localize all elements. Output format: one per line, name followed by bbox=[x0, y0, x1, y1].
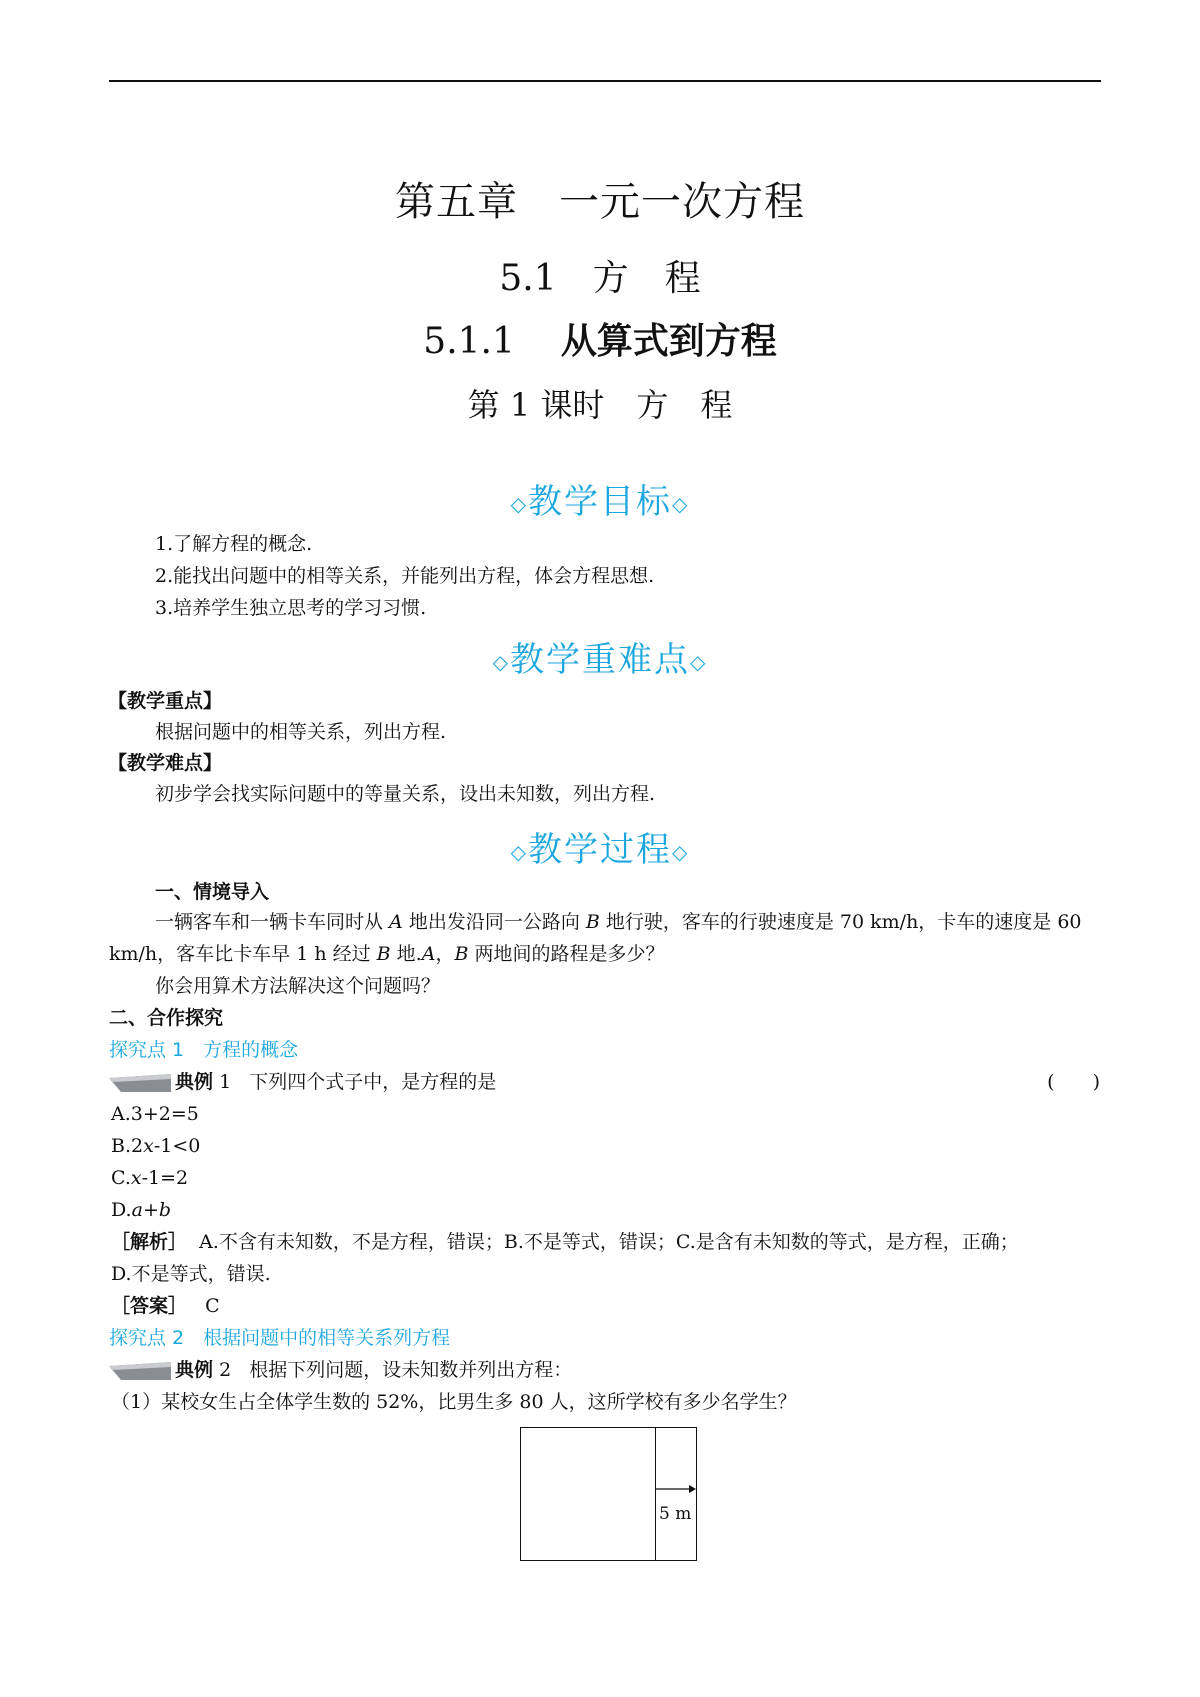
answer-label: ［答案］ bbox=[111, 1295, 188, 1317]
option-b-post: -1<0 bbox=[153, 1135, 201, 1157]
difficulty-label: 【教学难点】 bbox=[108, 752, 223, 774]
intro-paragraph bbox=[109, 906, 1101, 970]
option-d-var2: b bbox=[158, 1199, 172, 1221]
answer bbox=[111, 1290, 220, 1322]
var-a: A bbox=[389, 911, 403, 933]
answer-text: C bbox=[205, 1295, 220, 1317]
part2-title: 二、合作探究 bbox=[109, 1007, 224, 1029]
option-b-var: x bbox=[143, 1135, 154, 1157]
keypoints-heading-text: 教学重难点 bbox=[510, 640, 690, 680]
intro-text-d: 地. bbox=[390, 943, 422, 965]
objectives-heading-text: 教学目标 bbox=[528, 482, 672, 522]
intro-text-e: ， bbox=[435, 943, 455, 965]
diamond-icon: ◇ bbox=[510, 492, 528, 516]
option-c-post: -1=2 bbox=[141, 1167, 189, 1189]
example1-text: 下列四个式子中，是方程的是 bbox=[249, 1071, 497, 1093]
lesson-title: 第 1 课时 方 程 bbox=[467, 386, 733, 424]
var-a: A bbox=[421, 943, 436, 965]
process-heading bbox=[0, 822, 1200, 871]
objective-item-3: 3.培养学生独立思考的学习习惯. bbox=[155, 597, 427, 619]
example2-text: 根据下列问题，设未知数并列出方程： bbox=[249, 1359, 573, 1381]
objective-item-1: 1.了解方程的概念. bbox=[155, 533, 313, 555]
example-tab-icon bbox=[109, 1072, 171, 1094]
option-b bbox=[111, 1130, 200, 1162]
diamond-icon: ◇ bbox=[510, 840, 528, 864]
top-rule bbox=[109, 80, 1101, 82]
intro-text-a: 一辆客车和一辆卡车同时从 bbox=[155, 911, 390, 933]
subsection-name: 从算式到方程 bbox=[560, 321, 777, 362]
option-c-var: x bbox=[130, 1167, 142, 1189]
option-c bbox=[111, 1162, 188, 1194]
point2-title: 探究点 2 根据问题中的相等关系列方程 bbox=[109, 1327, 451, 1349]
option-d-var1: a bbox=[131, 1199, 143, 1221]
question-1: （1）某校女生占全体学生数的 52%，比男生多 80 人，这所学校有多少名学生？ bbox=[111, 1391, 797, 1413]
diamond-icon: ◇ bbox=[672, 492, 690, 516]
option-d-mid: + bbox=[142, 1199, 159, 1221]
analysis-cont: D.不是等式，错误. bbox=[111, 1263, 271, 1285]
option-d bbox=[111, 1194, 171, 1226]
var-b: B bbox=[454, 943, 469, 965]
focus-text: 根据问题中的相等关系，列出方程. bbox=[155, 721, 447, 743]
part1-title: 一、情境导入 bbox=[155, 881, 270, 903]
section-title: 5.1 方 程 bbox=[499, 258, 701, 299]
option-c-pre: C. bbox=[111, 1167, 131, 1189]
point1-title: 探究点 1 方程的概念 bbox=[109, 1039, 299, 1061]
figure-label: 5 m bbox=[659, 1504, 692, 1524]
option-b-pre: B.2 bbox=[111, 1135, 144, 1157]
difficulty-text: 初步学会找实际问题中的等量关系，设出未知数，列出方程. bbox=[155, 783, 656, 805]
intro-text-b: 地出发沿同一公路向 bbox=[402, 911, 586, 933]
example1 bbox=[109, 1066, 496, 1098]
example2-label: 典例 bbox=[175, 1359, 214, 1381]
subsection-number: 5.1.1 bbox=[423, 321, 515, 362]
figure-square bbox=[520, 1427, 697, 1561]
analysis-label: ［解析］ bbox=[111, 1231, 188, 1253]
intro-text-c: 地行驶，客车的行驶速度是 70 km/h，卡车的速度是 60 km/h，客车比卡车早 1 h 经过 bbox=[109, 911, 1082, 965]
process-heading-text: 教学过程 bbox=[528, 830, 672, 870]
example1-label: 典例 bbox=[175, 1071, 214, 1093]
example1-number: 1 bbox=[219, 1071, 232, 1093]
option-a: A.3+2=5 bbox=[111, 1103, 199, 1125]
var-b: B bbox=[585, 911, 600, 933]
focus-label: 【教学重点】 bbox=[108, 690, 223, 712]
example2 bbox=[109, 1354, 572, 1386]
arrow-right-icon bbox=[655, 1482, 697, 1496]
objective-item-2: 2.能找出问题中的相等关系，并能列出方程，体会方程思想. bbox=[155, 565, 655, 587]
diamond-icon: ◇ bbox=[492, 650, 510, 674]
keypoints-heading bbox=[0, 632, 1200, 681]
example-tab-icon bbox=[109, 1360, 171, 1382]
option-d-pre: D. bbox=[111, 1199, 132, 1221]
intro-text-f: 两地间的路程是多少？ bbox=[468, 943, 665, 965]
diamond-icon: ◇ bbox=[672, 840, 690, 864]
subsection-title bbox=[0, 313, 1200, 364]
diamond-icon: ◇ bbox=[690, 650, 708, 674]
analysis bbox=[111, 1226, 1019, 1258]
objectives-heading bbox=[0, 474, 1200, 523]
answer-paren: ( ) bbox=[1047, 1071, 1100, 1093]
example2-number: 2 bbox=[219, 1359, 232, 1381]
var-b: B bbox=[376, 943, 391, 965]
analysis-text: A.不含有未知数，不是方程，错误；B.不是等式，错误；C.是含有未知数的等式，是方程，正确； bbox=[199, 1231, 1019, 1253]
chapter-title: 第五章 一元一次方程 bbox=[395, 179, 805, 225]
intro-question: 你会用算术方法解决这个问题吗？ bbox=[155, 975, 441, 997]
